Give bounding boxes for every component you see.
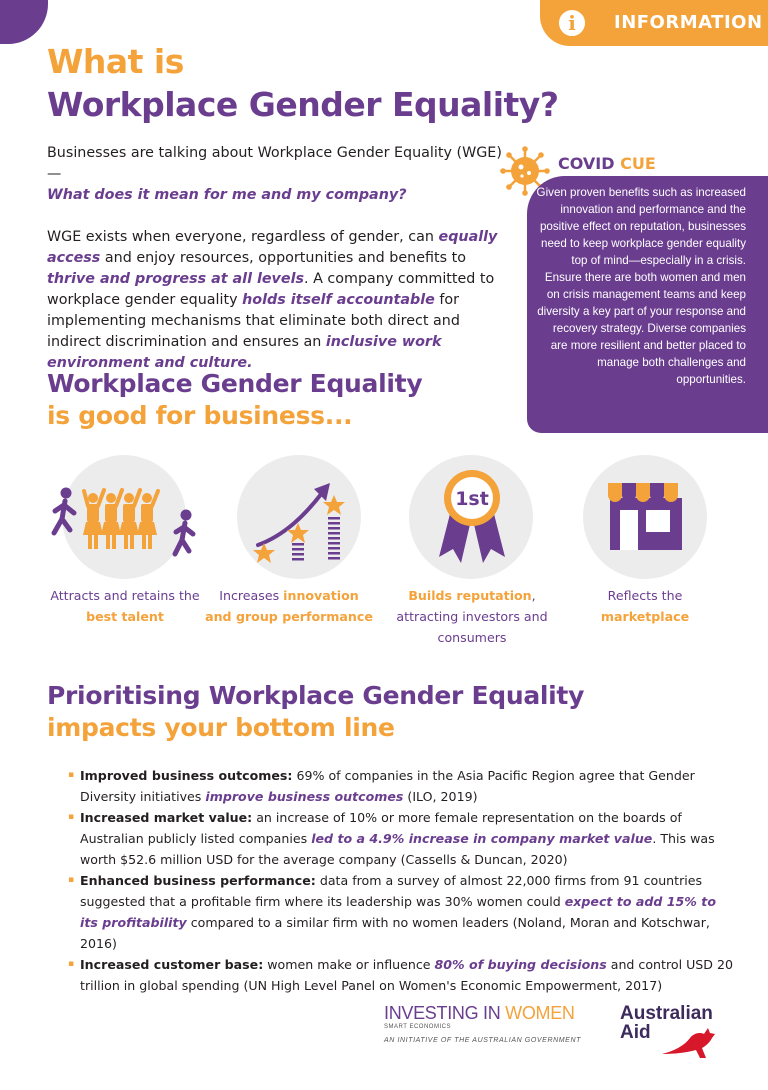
information-label: INFORMATION (614, 12, 763, 33)
storefront-icon (604, 480, 688, 552)
bullet-text: women make or influence (263, 957, 435, 972)
title-line-2: Workplace Gender Equality? (47, 85, 559, 124)
covid-title-b: CUE (620, 154, 656, 173)
covid-cue-text: Given proven benefits such as increased innovation and performance and the positive effect on reputation, businesses need to keep workplace gender equality top of mind—especially in a crisis. Ensure there are both women and men on crisis management teams and keep diversity a key part of your response and recovery strategy. Diverse companies are more resilient and better placed to manage both challenges and opportunities. (536, 186, 746, 386)
title-line-1: What is (47, 42, 184, 81)
benefit-marketplace (560, 585, 730, 627)
covid-title-a: COVID (558, 154, 615, 173)
iw-text-a: INVESTING IN (384, 1003, 506, 1023)
section1-line-2: is good for business... (47, 401, 353, 430)
wge-text-a: WGE exists when everyone, regardless of gender, can (47, 229, 439, 245)
bullet-text: data from a survey of almost 22,000 firms from 91 countries suggested that a profitable firm where its leadership was 30% women could (80, 873, 703, 909)
bullet-highlight: led to a 4.9% increase in company market value (311, 831, 653, 846)
iw-wordmark (384, 1003, 594, 1023)
iw-subtitle: SMART ECONOMICS (384, 1024, 451, 1030)
bullet-text-end: compared to a similar firm with no women leaders (Noland, Moran and Kotschwar, 2016) (80, 915, 710, 951)
covid-cue-title (558, 154, 656, 173)
bullet-text-end: and control USD 20 trillion in global spending (UN High Level Panel on Women's Economic Empowerment, 2017) (80, 957, 734, 993)
bullet-text: 69% of companies in the Asia Pacific Region agree that Gender Diversity initiatives (80, 768, 695, 804)
wge-text-c: and enjoy resources, opportunities and benefits to (100, 250, 466, 266)
intro-text (47, 143, 515, 395)
kangaroo-icon (660, 1024, 722, 1060)
section-title-business (47, 368, 422, 432)
investing-in-women-logo (384, 1003, 594, 1044)
section1-line-1: Workplace Gender Equality (47, 369, 423, 398)
ribbon-label: 1st (455, 488, 489, 510)
bullet-text-end: (ILO, 2019) (403, 789, 478, 804)
section2-line-1: Prioritising Workplace Gender Equality (47, 681, 585, 710)
benefit-innovation-pre: Increases (219, 588, 284, 603)
benefit-marketplace-bold: marketplace (600, 609, 690, 624)
benefit-innovation-bold: innovation and group performance (205, 588, 373, 624)
iw-initiative: AN INITIATIVE OF THE AUSTRALIAN GOVERNMENT (384, 1037, 581, 1044)
bullet-lead: Increased customer base: (80, 957, 264, 972)
benefit-talent-pre: Attracts and retains the (50, 588, 200, 603)
aa-line-1: Australian (620, 1003, 713, 1024)
page-title (47, 40, 558, 126)
benefit-reputation (387, 585, 557, 648)
wge-text-g: for implementing mechanisms that eliminate both direct and indirect discrimination and ensures an (47, 292, 460, 350)
section2-line-2: impacts your bottom line (47, 713, 395, 742)
intro-paragraph-1 (47, 143, 515, 206)
covid-cue-box (527, 176, 768, 433)
list-item (68, 765, 738, 807)
info-icon: i (556, 7, 588, 39)
benefit-reputation-bold: Builds reputation (408, 588, 532, 603)
award-ribbon-icon (433, 465, 511, 570)
australian-aid-logo (620, 1004, 730, 1060)
wge-highlight-h: inclusive work environment and culture. (47, 334, 442, 371)
bullet-lead: Enhanced business performance: (80, 873, 316, 888)
intro-paragraph-2 (47, 227, 515, 374)
bullet-lead: Improved business outcomes: (80, 768, 293, 783)
wge-highlight-f: holds itself accountable (242, 292, 435, 308)
list-item (68, 807, 738, 870)
aa-line-2: Aid (620, 1022, 651, 1043)
talent-people-icon (48, 485, 208, 560)
benefit-marketplace-pre: Reflects the (607, 588, 683, 603)
bullet-highlight: expect to add 15% to its profitability (80, 894, 716, 930)
benefit-reputation-post: , attracting investors and consumers (396, 588, 548, 645)
bullet-text-end: . This was worth $52.6 million USD for the average company (Cassells & Duncan, 2020) (80, 831, 715, 867)
benefit-talent-bold: best talent (86, 609, 164, 624)
bullet-lead: Increased market value: (80, 810, 253, 825)
list-item (68, 870, 738, 954)
benefit-talent (40, 585, 210, 627)
wge-highlight-b: equally access (47, 229, 498, 266)
bullet-highlight: 80% of buying decisions (434, 957, 607, 972)
evidence-list (68, 765, 738, 996)
bullet-text: an increase of 10% or more female representation on the boards of Australian publicly listed companies (80, 810, 682, 846)
section-title-bottom-line (47, 680, 584, 744)
growth-chart-icon (250, 475, 350, 565)
benefit-innovation (204, 585, 374, 627)
wge-text-e: . A company committed to workplace gender equality (47, 271, 495, 308)
intro-question: What does it mean for me and my company? (47, 187, 407, 203)
bullet-highlight: improve business outcomes (205, 789, 404, 804)
corner-decoration (0, 0, 48, 44)
list-item (68, 954, 738, 996)
wge-highlight-d: thrive and progress at all levels (47, 271, 304, 287)
iw-text-b: WOMEN (505, 1003, 575, 1023)
intro-text-1: Businesses are talking about Workplace Gender Equality (WGE)— (47, 145, 502, 182)
